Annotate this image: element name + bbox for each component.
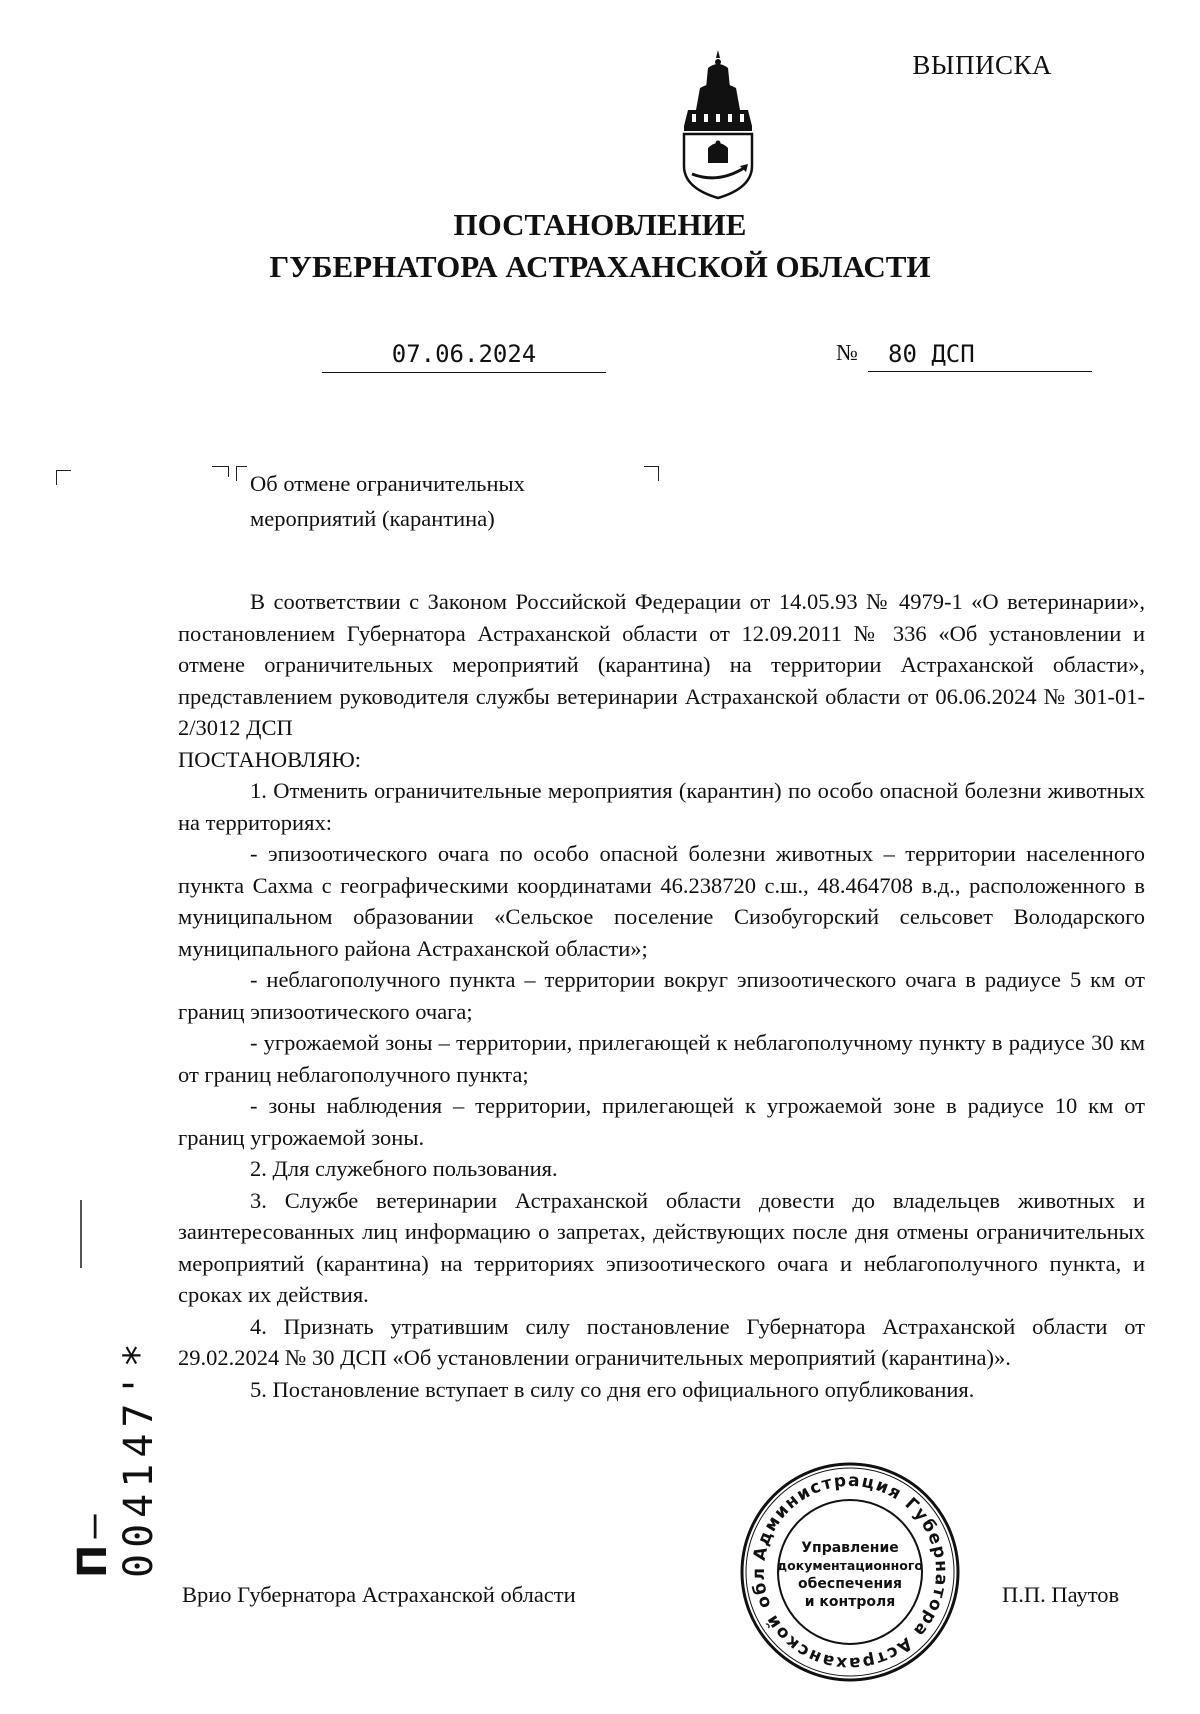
serial-suffix: '* bbox=[116, 1337, 162, 1398]
document-date: 07.06.2024 bbox=[322, 338, 606, 373]
document-body bbox=[178, 586, 1145, 1405]
corner-mark-subject-close bbox=[644, 466, 659, 481]
document-number: 80 ДСП bbox=[868, 338, 1092, 372]
clause-4: 4. Признать утратившим силу постановление Губернатора Астраханской области от 29.02.2024 № 30 ДСП «Об установлении ограничительных мероприятий (карантина)». bbox=[178, 1313, 1145, 1370]
seal-center-line: обеспечения bbox=[798, 1576, 902, 1592]
clause-1-item: - неблагополучного пункта – территории вокруг эпизоотического очага в радиусе 5 км от границ эпизоотического очага; bbox=[178, 967, 1145, 1024]
clause-5: 5. Постановление вступает в силу со дня его официального опубликования. bbox=[250, 1376, 975, 1402]
clause-3: 3. Службе ветеринарии Астраханской области довести до владельцев животных и заинтересованных лиц информацию о запретах, действующих после дня отмены ограничительных мероприятий (карантина) на территориях эпизоотического очага и неблагополучного пункта, и сроках их действия. bbox=[178, 1187, 1145, 1307]
seal-center-line: документационного bbox=[777, 1558, 923, 1573]
document-subject bbox=[250, 466, 525, 536]
resolve-word: ПОСТАНОВЛЯЮ: bbox=[178, 746, 361, 772]
preamble-paragraph: В соответствии с Законом Российской Федерации от 14.05.93 № 4979-1 «О ветеринарии», постановлением Губернатора Астраханской области от 12.09.2011 № 336 «Об установлении и отмене ограничительных мероприятий (карантина) на территории Астраханской области», представлением руководителя службы ветеринарии Астраханской области от 06.06.2024 № 301-01-2/3012 ДСП bbox=[178, 589, 1145, 740]
extract-label: ВЫПИСКА bbox=[912, 50, 1052, 80]
seal-ring-text: Администрация Губернатора Астраханской обл bbox=[748, 1470, 952, 1674]
document-title: ПОСТАНОВЛЕНИЕ bbox=[453, 207, 747, 242]
corner-mark-subject-open bbox=[212, 466, 229, 477]
serial-number: – 004147 bbox=[70, 1397, 162, 1578]
margin-mark bbox=[80, 1200, 82, 1268]
document-issuer: ГУБЕРНАТОРА АСТРАХАНСКОЙ ОБЛАСТИ bbox=[269, 249, 931, 284]
clause-1-item: - эпизоотического очага по особо опасной болезни животных – территории населенного пункта Сахма с географическими координатами 46.238720 с.ш., 48.464708 в.д., расположенного в муниципальном образовании «Сельское поселение Сизобугорский сельсовет Володарского муниципального района Астраханской области»; bbox=[178, 841, 1145, 961]
coat-of-arms-icon bbox=[678, 48, 758, 200]
number-label: № bbox=[836, 340, 858, 365]
serial-code bbox=[70, 1278, 162, 1578]
seal-center-line: и контроля bbox=[804, 1594, 896, 1610]
signatory-name: П.П. Паутов bbox=[1002, 1582, 1120, 1607]
clause-2: 2. Для служебного пользования. bbox=[250, 1156, 558, 1181]
clause-1: 1. Отменить ограничительные мероприятия (карантин) по особо опасной болезни животных на территориях: bbox=[178, 778, 1145, 835]
clause-1-item: - зоны наблюдения – территории, прилегающей к угрожаемой зоне в радиусе 10 км от границ угрожаемой зоны. bbox=[178, 1093, 1145, 1150]
serial-prefix: П bbox=[70, 1538, 116, 1578]
corner-mark-left bbox=[56, 470, 71, 485]
subject-line: мероприятий (карантина) bbox=[250, 506, 495, 531]
seal-center-line: Управление bbox=[801, 1540, 899, 1556]
official-seal bbox=[738, 1460, 962, 1684]
subject-line: Об отмене ограничительных bbox=[250, 471, 525, 496]
signatory-title: Врио Губернатора Астраханской области bbox=[182, 1582, 576, 1607]
corner-mark-subject-open-2 bbox=[236, 466, 247, 481]
clause-1-item: - угрожаемой зоны – территории, прилегающей к неблагополучному пункту в радиусе 30 км от границ неблагополучного пункта; bbox=[178, 1030, 1145, 1087]
